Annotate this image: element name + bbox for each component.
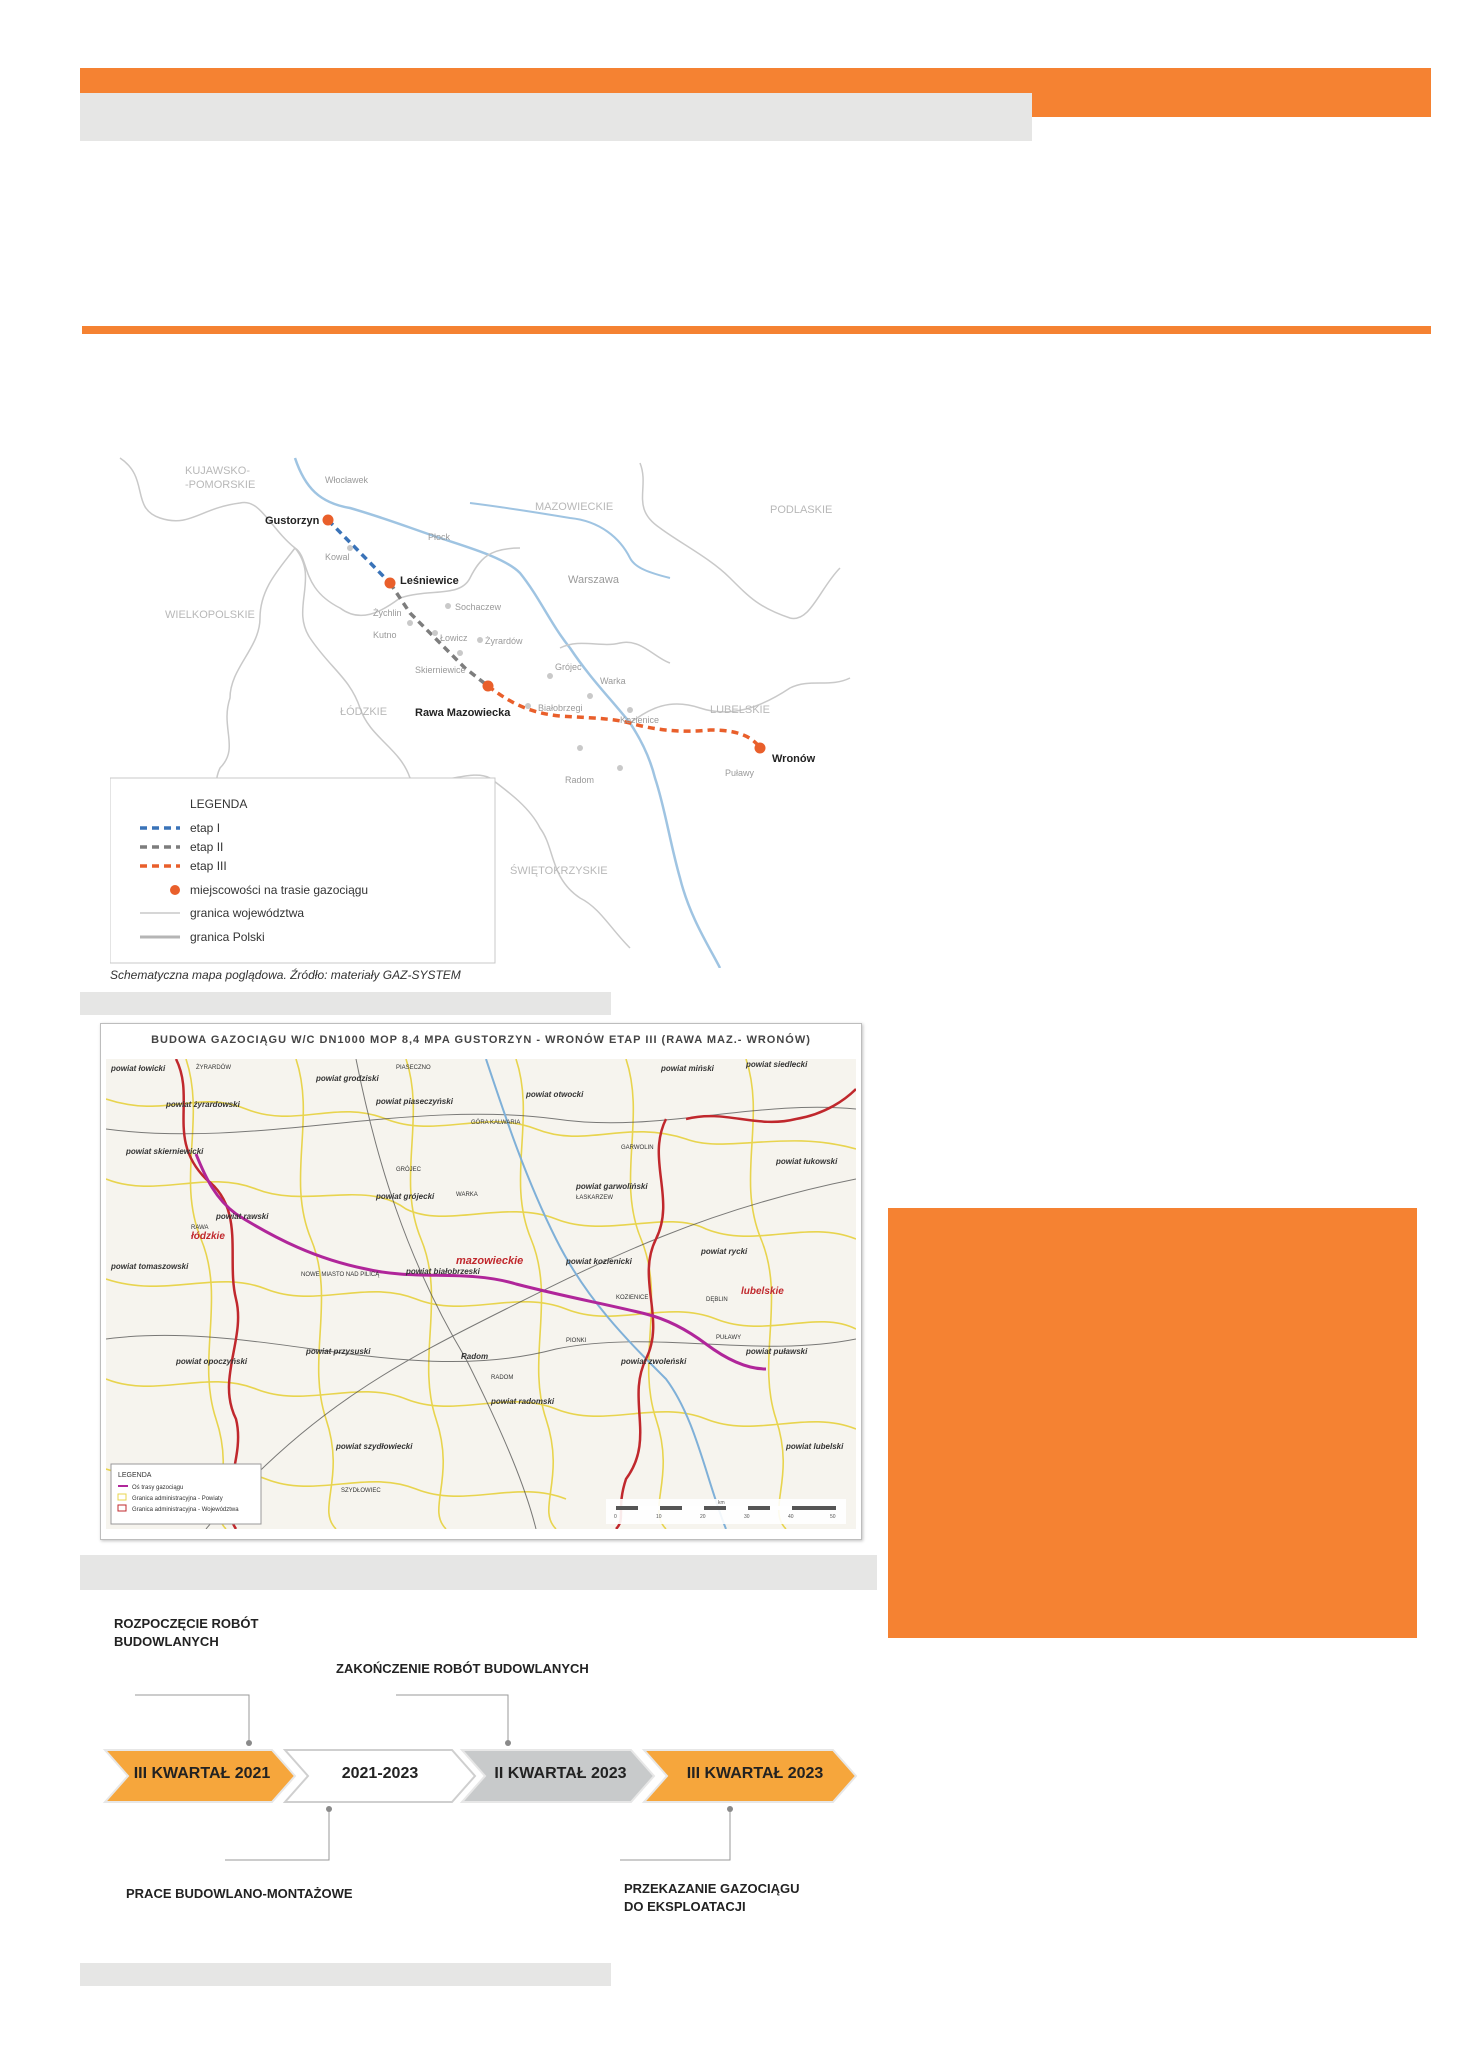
scale-tick: 10 [656, 1514, 662, 1520]
map2-label: powiat łowicki [111, 1064, 166, 1073]
map2-town: ŻYRARDÓW [196, 1065, 231, 1071]
map2-town: RADOM [491, 1375, 514, 1381]
region-mazowieckie: MAZOWIECKIE [535, 501, 614, 513]
map2-label: powiat żyrardowski [166, 1100, 240, 1109]
map2-label-region: łódzkie [191, 1231, 225, 1242]
map2-label: powiat szydłowiecki [336, 1442, 413, 1451]
map2-label: Radom [461, 1352, 489, 1361]
map2-label: powiat opoczyński [176, 1357, 248, 1366]
map2-label: powiat grodziski [316, 1074, 379, 1083]
route-detail-map [100, 1023, 862, 1540]
map2-label: powiat tomaszowski [111, 1262, 189, 1271]
point-rawa-mazowiecka [483, 681, 494, 692]
region-swietokrzyskie: ŚWIĘTOKRZYSKIE [510, 865, 608, 877]
map2-label: powiat garwoliński [576, 1182, 648, 1191]
project-timeline [100, 1615, 870, 1945]
map2-town: ŁASKARZEW [576, 1195, 614, 1201]
scale-tick: 40 [788, 1514, 794, 1520]
town-skierniewice: Skierniewice [415, 665, 466, 675]
map1-legend-points: miejscowości na trasie gazociągu [190, 883, 369, 897]
region-lodzkie: ŁÓDZKIE [340, 706, 388, 718]
map2-label: powiat kozienicki [566, 1257, 632, 1266]
map2-town: RAWA [191, 1225, 209, 1231]
label-gustorzyn: Gustorzyn [265, 515, 320, 527]
town-bialobrzegi: Białobrzegi [538, 703, 583, 713]
map2-legend-item: Oś trasy gazociągu [132, 1485, 184, 1491]
map2-label: powiat siedlecki [746, 1060, 808, 1069]
timeline-label-start-1: ROZPOCZĘCIE ROBÓT [114, 1616, 259, 1631]
town-wloclawek: Włocławek [325, 475, 369, 485]
map2-label: powiat rycki [701, 1247, 748, 1256]
map2-town: PIONKI [566, 1338, 587, 1344]
timeline-label-handover-1: PRZEKAZANIE GAZOCIĄGU [624, 1881, 800, 1896]
map2-town: GRÓJEC [396, 1167, 422, 1173]
route-overview-map [110, 448, 880, 968]
town-sochaczew: Sochaczew [455, 602, 502, 612]
timeline-label-works: PRACE BUDOWLANO-MONTAŻOWE [126, 1886, 353, 1901]
map2-town: PIASECZNO [396, 1065, 431, 1071]
map2-label: powiat łukowski [776, 1157, 838, 1166]
map2-label: powiat otwocki [526, 1090, 584, 1099]
route-detail-map-svg [106, 1059, 856, 1529]
grey-band-2 [80, 1555, 877, 1590]
timeline-label-start-2: BUDOWLANYCH [114, 1634, 219, 1649]
map1-legend-title: LEGENDA [190, 797, 248, 811]
map2-label: powiat radomski [491, 1397, 555, 1406]
orange-side-panel [888, 1208, 1417, 1638]
map1-legend [110, 778, 495, 963]
map2-label: powiat skierniewicki [126, 1147, 204, 1156]
region-podlaskie: PODLASKIE [770, 504, 833, 516]
scale-tick: 0 [614, 1514, 617, 1520]
town-radom: Radom [565, 775, 595, 785]
map2-legend-title: LEGENDA [118, 1472, 152, 1479]
map2-label: powiat grójecki [376, 1192, 435, 1201]
map2-town: NOWE MIASTO NAD PILICĄ [301, 1272, 380, 1278]
map2-label: powiat przysuski [306, 1347, 371, 1356]
point-gustorzyn [323, 515, 334, 526]
map1-caption: Schematyczna mapa poglądowa. Źródło: materiały GAZ-SYSTEM [110, 968, 461, 982]
label-lesniewice: Leśniewice [400, 575, 459, 587]
stage-label-3: II KWARTAŁ 2023 [494, 1765, 627, 1782]
map2-town: WARKA [456, 1192, 478, 1198]
map2-legend-item: Granica administracyjna - Województwa [132, 1507, 239, 1513]
scale-unit: km [718, 1500, 725, 1506]
point-lesniewice [385, 578, 396, 589]
map2-label: powiat piaseczyński [376, 1097, 453, 1106]
region-kujawsko-2: -POMORSKIE [185, 479, 256, 491]
map2-label: powiat rawski [216, 1212, 269, 1221]
region-wielkopolskie: WIELKOPOLSKIE [165, 609, 255, 621]
map2-legend [111, 1464, 261, 1524]
scale-tick: 50 [830, 1514, 836, 1520]
map1-legend-etap1: etap I [190, 821, 221, 835]
map1-legend-poland: granica Polski [190, 930, 265, 944]
town-warka: Warka [600, 676, 626, 686]
map2-label: powiat lubelski [786, 1442, 844, 1451]
map2-label: powiat miński [661, 1064, 714, 1073]
stage-label-1: III KWARTAŁ 2021 [133, 1765, 271, 1782]
map2-town: DĘBLIN [706, 1297, 728, 1303]
label-rawa-mazowiecka: Rawa Mazowiecka [415, 707, 511, 719]
map2-scale-bar [606, 1499, 846, 1524]
town-zyrardow: Żyrardów [485, 636, 523, 646]
town-plock: Płock [428, 532, 451, 542]
stage-label-4: III KWARTAŁ 2023 [686, 1765, 824, 1782]
town-lowicz: Łowicz [440, 633, 468, 643]
town-kowal: Kowal [325, 552, 350, 562]
map2-town: GARWOLIN [621, 1145, 654, 1151]
map2-label: powiat białobrzeski [406, 1267, 480, 1276]
town-pulawy: Puławy [725, 768, 755, 778]
map1-legend-voivodeship: granica województwa [190, 906, 305, 920]
section-divider [82, 326, 1431, 334]
map2-label-region: lubelskie [741, 1286, 784, 1297]
point-wronow [755, 743, 766, 754]
grey-band-1 [80, 992, 611, 1015]
header-grey-band [80, 93, 1032, 141]
map2-town: SZYDŁOWIEC [341, 1488, 381, 1494]
region-kujawsko-1: KUJAWSKO- [185, 465, 250, 477]
map1-legend-etap2: etap II [190, 840, 224, 854]
map2-label: powiat puławski [746, 1347, 808, 1356]
town-kutno: Kutno [373, 630, 397, 640]
map1-legend-etap3: etap III [190, 859, 227, 873]
route-overview-map-svg [110, 448, 880, 968]
town-grojec: Grójec [555, 662, 582, 672]
river-narew [470, 503, 670, 578]
map2-label-region: mazowieckie [456, 1255, 524, 1267]
town-kozienice: Kozienice [620, 715, 660, 725]
map2-legend-item: Granica administracyjna - Powiaty [132, 1496, 223, 1502]
map2-town: PUŁAWY [716, 1335, 742, 1341]
map2-town: KOZIENICE [616, 1295, 649, 1301]
region-lubelskie: LUBELSKIE [710, 704, 770, 716]
town-zychlin: Żychlin [373, 608, 402, 618]
map2-title: BUDOWA GAZOCIĄGU W/C DN1000 MOP 8,4 MPA GUSTORZYN - WRONÓW ETAP III (RAWA MAZ.- WRONÓW) [151, 1034, 811, 1046]
map2-label: powiat zwoleński [621, 1357, 687, 1366]
timeline-label-end-works: ZAKOŃCZENIE ROBÓT BUDOWLANYCH [336, 1661, 589, 1676]
stage-label-2: 2021-2023 [341, 1765, 419, 1782]
timeline-label-handover-2: DO EKSPLOATACJI [624, 1899, 746, 1914]
map2-town: GÓRA KALWARIA [471, 1120, 521, 1126]
label-wronow: Wronów [772, 753, 816, 765]
town-warszawa: Warszawa [568, 574, 619, 586]
scale-tick: 20 [700, 1514, 706, 1520]
grey-band-3 [80, 1963, 611, 1986]
scale-tick: 30 [744, 1514, 750, 1520]
